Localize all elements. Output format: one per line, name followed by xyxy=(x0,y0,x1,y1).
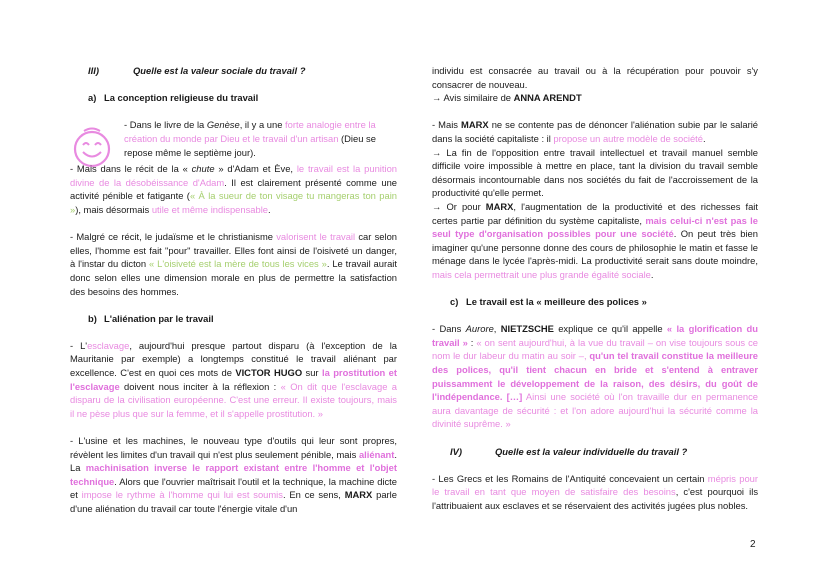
marx-paragraph: - Mais MARX ne se contente pas de dénoncer l'aliénation subie par le salarié dans la société capitaliste : il propose un autre modèle de société. xyxy=(432,119,759,144)
continuation-paragraph: individu est consacrée au travail ou à la récupération pour pouvoir s'y consacrer de nouveau. xyxy=(432,65,758,90)
chute-paragraph: - Mais dans le récit de la « chute » d'Adam et Ève, le travail est la punition divine de la désobéissance d'Adam. Il est clairement présenté comme une activité pénible et fatigante (« À la sueur de ton visage tu mangeras ton pain »), mais désormais utile et même indispensable. xyxy=(70,163,398,215)
left-column xyxy=(70,64,397,516)
genese-paragraph: - Dans le livre de la Genèse, il y a une forte analogie entre la création du monde par Dieu et le travail d'un artisan (Dieu se repose même le septième jour). xyxy=(124,119,376,158)
judaisme-paragraph: - Malgré ce récit, le judaïsme et le christianisme valorisent le travail car selon elles, l'homme est fait "pour" travailler. Elles font ainsi de l'oisiveté un danger, à l'instar du dicton « L'oisiveté est la mère de tous les vices ». Le travail aurait donc selon elles une dimension morale en plus de permettre la satisfaction des besoins des hommes. xyxy=(70,231,398,297)
productivity-paragraph: → Or pour MARX, l'augmentation de la productivité et des richesses fait certes partie par définition du système capitaliste, mais celui-ci n'est pas le seul type d'organisation possibles pour une société. On peut très bien imaginer qu'une personne donne des cours de philosophie le matin et fasse le ménage dans le lycée l'après-midi. La productivité serait sans doute moindre, mais cela permettrait une plus grande égalité sociale. xyxy=(432,200,758,280)
section-4-heading: IV) Quelle est la valeur individuelle du travail ? xyxy=(450,445,688,457)
arendt-note: → Avis similaire de ANNA ARENDT xyxy=(432,92,582,104)
antiquite-paragraph: - Les Grecs et les Romains de l'Antiquité concevaient un certain mépris pour le travail en tant que moyen de satisfaire des besoins, c'est pourquoi ils l'attribuaient aux esclaves et se réservaient des activités jugées plus nobles. xyxy=(432,472,759,511)
page-number: 2 xyxy=(750,539,756,550)
nietzsche-paragraph: - Dans Aurore, NIETZSCHE explique ce qu'il appelle « la glorification du travail » : « on sent aujourd'hui, à la vue du travail – on vise toujours sous ce nom le dur labeur du matin au soir –, qu'un tel travail constitue la meilleure des polices, qu'il tient chacun en bride et s'entend à entraver puissamment le développement de la raison, des désirs, du goût de l'indépendance. […] Ainsi une société où l'on travaille dur en permanence aura davantage de sécurité : et l'on adore aujourd'hui la sécurité comme la divinité suprême. » xyxy=(432,323,759,430)
division-paragraph: → La fin de l'opposition entre travail intellectuel et travail manuel semble difficile voire impossible à mettre en place, tant la division du travail semble désormais incontournable dans nos sociétés du fait de l'accroissement de la productivité qu'elle permet. xyxy=(432,146,758,199)
right-column xyxy=(432,64,758,513)
subsection-b-heading: b) L'aliénation par le travail xyxy=(88,312,214,324)
usine-paragraph: - L'usine et les machines, le nouveau type d'outils qui leur sont propres, révèlent les limites d'un travail qui n'est plus seulement pénible, mais aliénant. La machinisation inverse le rapport existant entre l'homme et l'objet technique. Alors que l'ouvrier maîtrisait l'outil et la technique, la machine dicte et impose le rythme à l'homme qui lui est soumis. En ce sens, MARX parle d'une aliénation du travail car toute l'énergie vitale d'un xyxy=(70,435,397,514)
subsection-a-heading: a) La conception religieuse du travail xyxy=(88,92,259,104)
section-3-heading: III) Quelle est la valeur sociale du travail ? xyxy=(88,65,306,76)
esclavage-paragraph: - L'esclavage, aujourd'hui presque partout disparu (à l'exception de la Mauritanie par exemple) a longtemps constitué le travail aliénant par excellence. C'est en quoi ces mots de VICTOR HUGO sur la prostitution et l'esclavage doivent nous inciter à la réflexion : « On dit que l'esclavage a disparu de la civilisation européenne. C'est une erreur. Il existe toujours, mais il ne pèse plus que sur la femme, et il s'appelle prostitution. » xyxy=(70,339,398,419)
subsection-c-heading: c) Le travail est la « meilleure des polices » xyxy=(450,296,647,308)
